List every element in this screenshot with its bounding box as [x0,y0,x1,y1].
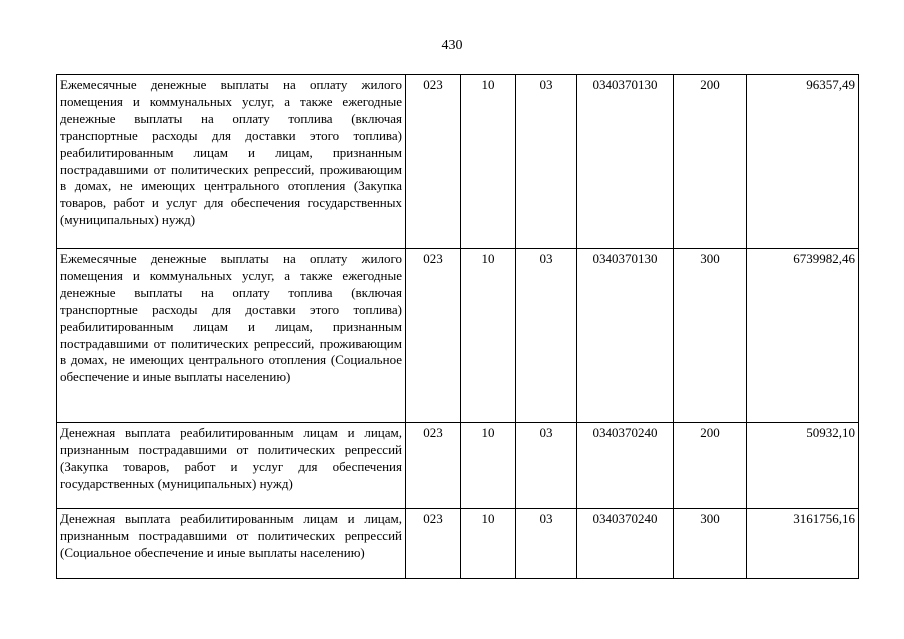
amount-value: 50932,10 [747,423,859,509]
table-row [57,75,859,249]
ministry-code: 023 [406,249,461,423]
table-row [57,509,859,579]
target-article-code: 0340370240 [577,423,674,509]
target-article-code: 0340370130 [577,249,674,423]
expense-type-code: 300 [674,249,747,423]
section-code: 10 [461,249,516,423]
row-description: Денежная выплата реабилитированным лицам и лицам, признанным пострадавшими от политических репрессий (Социальное обеспечение и иные выплаты населению) [57,509,406,579]
amount-value: 6739982,46 [747,249,859,423]
row-description: Ежемесячные денежные выплаты на оплату жилого помещения и коммунальных услуг, а также ежегодные денежные выплаты на оплату топлива (включая транспортные расходы для доставки этого топлива) реабилитированным лицам и лицам, признанным пострадавшими от политических репрессий, проживающим в домах, не имеющих центрального отопления (Закупка товаров, работ и услуг для обеспечения государственных (муниципальных) нужд) [57,75,406,249]
subsection-code: 03 [516,249,577,423]
target-article-code: 0340370240 [577,509,674,579]
subsection-code: 03 [516,75,577,249]
amount-value: 96357,49 [747,75,859,249]
amount-value: 3161756,16 [747,509,859,579]
target-article-code: 0340370130 [577,75,674,249]
page-number: 430 [441,38,463,53]
ministry-code: 023 [406,75,461,249]
section-code: 10 [461,75,516,249]
budget-table [56,74,859,579]
expense-type-code: 200 [674,423,747,509]
expense-type-code: 200 [674,75,747,249]
row-description: Ежемесячные денежные выплаты на оплату жилого помещения и коммунальных услуг, а также ежегодные денежные выплаты на оплату топлива (включая транспортные расходы для доставки этого топлива) реабилитированным лицам и лицам, признанным пострадавшими от политических репрессий, проживающим в домах, не имеющих центрального отопления (Социальное обеспечение и иные выплаты населению) [57,249,406,423]
subsection-code: 03 [516,423,577,509]
table-row [57,423,859,509]
section-code: 10 [461,423,516,509]
ministry-code: 023 [406,423,461,509]
expense-type-code: 300 [674,509,747,579]
section-code: 10 [461,509,516,579]
ministry-code: 023 [406,509,461,579]
row-description: Денежная выплата реабилитированным лицам и лицам, признанным пострадавшими от политических репрессий (Закупка товаров, работ и услуг для обеспечения государственных (муниципальных) нужд) [57,423,406,509]
table-row [57,249,859,423]
subsection-code: 03 [516,509,577,579]
